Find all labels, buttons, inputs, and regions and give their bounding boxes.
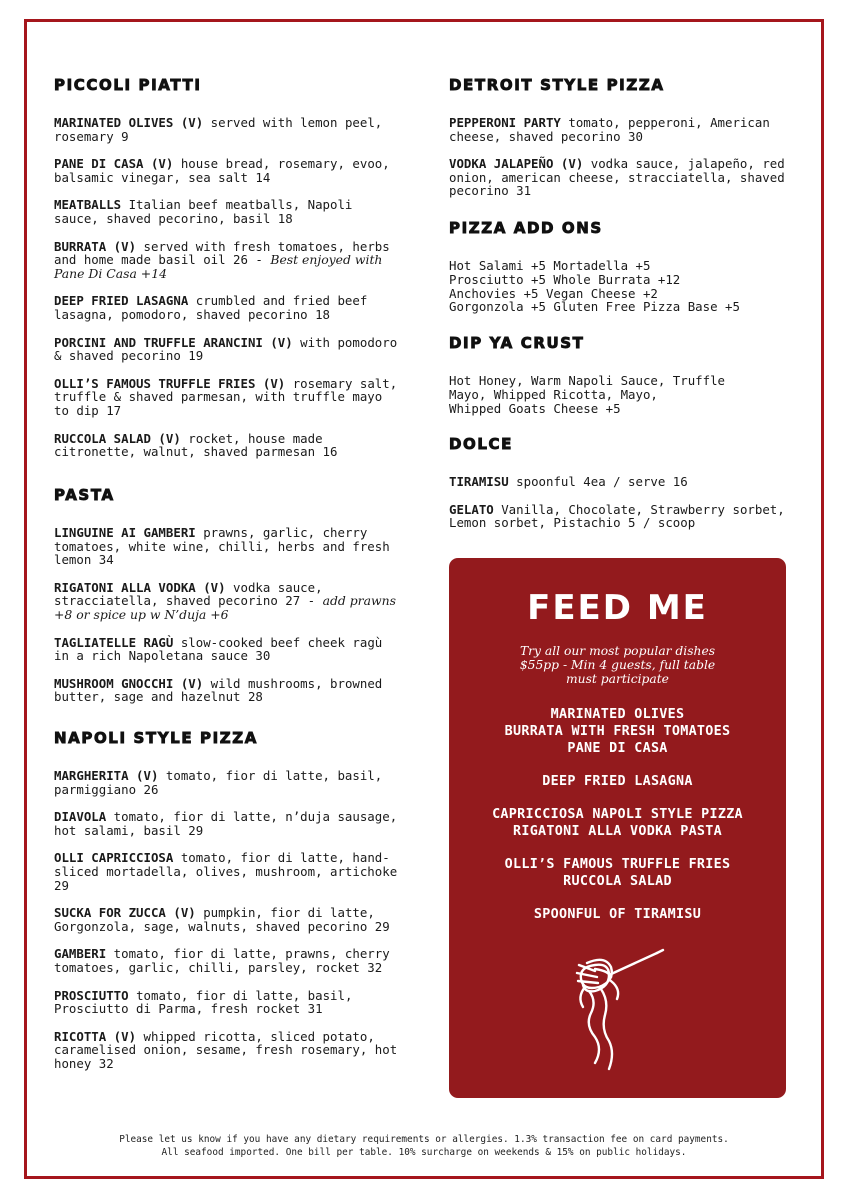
footer-line: Please let us know if you have any dietary requirements or allergies. 1.3% transaction fee on card payments. [119, 1134, 729, 1145]
section-title: PASTA [54, 486, 115, 504]
menu-item-name: PANE DI CASA (V) [54, 156, 174, 172]
menu-item [54, 1030, 404, 1071]
menu-item-description: vodka sauce, jalapeño, red onion, american cheese, stracciatella, shaved pecorino 31 [449, 156, 785, 199]
menu-item [54, 294, 404, 321]
feed-me-dish: RUCCOLA SALAD [563, 874, 672, 889]
menu-item-description: served with fresh tomatoes, herbs and home made basil oil 26 - [54, 238, 390, 268]
feed-me-intro-line: $55pp - Min 4 guests, full table [519, 658, 716, 672]
feed-me-intro [483, 644, 752, 686]
text-line: Gorgonzola +5 Gluten Free Pizza Base +5 [449, 299, 740, 315]
menu-item-name: OLLI CAPRICCIOSA [54, 850, 174, 866]
text-line: Whipped Goats Cheese +5 [449, 400, 621, 416]
menu-item [54, 677, 404, 704]
menu-item-description: rosemary salt, truffle & shaved parmesan, with truffle mayo to dip 17 [54, 375, 398, 418]
menu-item-description: Vanilla, Chocolate, Strawberry sorbet, Lemon sorbet, Pistachio 5 / scoop [449, 501, 785, 531]
menu-item-description: with pomodoro & shaved pecorino 19 [54, 334, 398, 364]
menu-item-description: tomato, fior di latte, prawns, cherry tomatoes, garlic, chilli, parsley, rocket 32 [54, 946, 390, 975]
menu-item [54, 432, 404, 459]
menu-item [54, 851, 404, 892]
section-title: DOLCE [449, 435, 514, 453]
menu-item-name: RIGATONI ALLA VODKA (V) [54, 579, 226, 595]
menu-item-note: Best enjoyed with Pane Di Casa +14 [54, 252, 383, 281]
menu-item-description: tomato, pepperoni, American cheese, shaved pecorino 30 [449, 115, 770, 144]
menu-item-description: slow-cooked beef cheek ragù in a rich Napoletana sauce 30 [54, 634, 383, 664]
menu-item-name: PORCINI AND TRUFFLE ARANCINI (V) [54, 334, 293, 350]
menu-item [54, 810, 404, 837]
feed-me-course [449, 706, 786, 757]
menu-item-description: pumpkin, fior di latte, Gorgonzola, sage, walnuts, shaved pecorino 29 [54, 905, 390, 934]
menu-item-description: house bread, rosemary, evoo, balsamic vinegar, sea salt 14 [54, 156, 390, 185]
section-dip-ya-crust [449, 334, 794, 415]
menu-item [449, 157, 794, 198]
menu-item-name: DIAVOLA [54, 809, 107, 825]
menu-list [54, 526, 404, 704]
menu-item [449, 503, 794, 530]
menu-list [54, 116, 404, 459]
menu-item [449, 475, 794, 489]
menu-item [54, 769, 404, 796]
section-dolce [449, 435, 794, 544]
menu-item-description: spoonful 4ea / serve 16 [508, 474, 688, 489]
menu-item-description: served with lemon peel, rosemary 9 [54, 115, 383, 144]
menu-item-description: tomato, fior di latte, basil, Prosciutto di Parma, fresh rocket 31 [54, 987, 353, 1017]
feed-me-dish: DEEP FRIED LASAGNA [542, 774, 693, 789]
menu-item [54, 947, 404, 974]
menu-item-name: PROSCIUTTO [54, 987, 129, 1003]
section-title: PIZZA ADD ONS [449, 219, 603, 237]
feed-me-dish: RIGATONI ALLA VODKA PASTA [512, 824, 723, 839]
feed-me-box [449, 558, 786, 1098]
menu-item-name: PEPPERONI PARTY [449, 115, 561, 130]
section-title: DIP YA CRUST [449, 334, 585, 352]
feed-me-course [449, 773, 786, 790]
feed-me-course [449, 806, 786, 840]
menu-item [54, 906, 404, 933]
menu-item-description: crumbled and fried beef lasagna, pomodoro, shaved pecorino 18 [54, 293, 368, 322]
text-line: Prosciutto +5 Whole Burrata +12 [449, 271, 681, 287]
feed-me-course [449, 906, 786, 923]
menu-list [449, 116, 794, 198]
menu-item [54, 377, 404, 418]
text-line: Hot Salami +5 Mortadella +5 [449, 258, 651, 273]
menu-item-description: whipped ricotta, sliced potato, caramelised onion, sesame, fresh rosemary, hot honey 32 [54, 1028, 398, 1071]
feed-me-dish: PANE DI CASA [567, 741, 668, 756]
menu-item-name: RUCCOLA SALAD (V) [54, 430, 181, 446]
section-pasta [54, 486, 404, 718]
text-line: Anchovies +5 Vegan Cheese +2 [449, 285, 658, 301]
footer-line: All seafood imported. One bill per table. 10% surcharge on weekends & 15% on public holidays. [161, 1147, 687, 1158]
section-title: NAPOLI STYLE PIZZA [54, 729, 258, 747]
menu-item-name: SUCKA FOR ZUCCA (V) [54, 905, 196, 921]
menu-item-name: MARINATED OLIVES (V) [54, 115, 204, 130]
menu-item [54, 581, 404, 622]
menu-item-description: tomato, fior di latte, hand-sliced mortadella, olives, mushroom, artichoke 29 [54, 850, 398, 893]
text-line: Hot Honey, Warm Napoli Sauce, Truffle [449, 373, 726, 388]
menu-item [54, 526, 404, 567]
feed-me-dish: SPOONFUL OF TIRAMISU [533, 907, 702, 922]
menu-item [449, 116, 794, 143]
menu-item-name: LINGUINE AI GAMBERI [54, 525, 196, 540]
feed-me-title: FEED ME [527, 588, 708, 628]
section-pizza-add-ons [449, 219, 794, 314]
menu-item-name: TAGLIATELLE RAGÙ [54, 634, 174, 650]
menu-item-note: add prawns +8 or spice up w N’duja +6 [54, 593, 396, 622]
section-detroit-pizza [449, 76, 794, 212]
menu-item-description: Italian beef meatballs, Napoli sauce, shaved pecorino, basil 18 [54, 197, 353, 226]
menu-item-name: DEEP FRIED LASAGNA [54, 293, 189, 309]
menu-item [54, 636, 404, 663]
text-line: Mayo, Whipped Ricotta, Mayo, [449, 386, 658, 402]
menu-item [54, 989, 404, 1016]
feed-me-dish: CAPRICCIOSA NAPOLI STYLE PIZZA [492, 807, 743, 822]
feed-me-dish: MARINATED OLIVES [550, 707, 685, 722]
menu-item [54, 240, 404, 281]
menu-item-name: GAMBERI [54, 946, 107, 962]
menu-item-name: GELATO [449, 501, 494, 517]
fork-twirling-pasta-icon [565, 941, 675, 1076]
section-piccoli-piatti [54, 76, 404, 473]
menu-item-name: TIRAMISU [449, 474, 509, 489]
menu-item-name: BURRATA (V) [54, 238, 137, 254]
menu-item [54, 198, 404, 225]
feed-me-dish: OLLI’S FAMOUS TRUFFLE FRIES [504, 857, 731, 872]
dip-list [449, 374, 794, 415]
feed-me-intro-line: Try all our most popular dishes [519, 644, 716, 658]
menu-item-name: RICOTTA (V) [54, 1028, 137, 1044]
menu-item [54, 157, 404, 184]
menu-item-description: tomato, fior di latte, basil, parmiggiano 26 [54, 768, 383, 797]
menu-item-description: vodka sauce, stracciatella, shaved pecorino 27 - [54, 579, 323, 609]
feed-me-dish: BURRATA WITH FRESH TOMATOES [504, 724, 731, 739]
menu-item [54, 116, 404, 143]
menu-item-name: OLLI’S FAMOUS TRUFFLE FRIES (V) [54, 375, 286, 391]
menu-item-name: MUSHROOM GNOCCHI (V) [54, 675, 204, 691]
menu-item-description: tomato, fior di latte, n’duja sausage, hot salami, basil 29 [54, 809, 398, 838]
menu-list [54, 769, 404, 1071]
menu-item-name: MARGHERITA (V) [54, 768, 159, 783]
menu-item-description: prawns, garlic, cherry tomatoes, white wine, chilli, herbs and fresh lemon 34 [54, 525, 390, 568]
menu-list [449, 475, 794, 530]
footer-notes [0, 1133, 848, 1159]
feed-me-intro-line: must participate [566, 672, 669, 686]
menu-item-name: MEATBALLS [54, 197, 122, 213]
menu-item [54, 336, 404, 363]
menu-item-description: rocket, house made citronette, walnut, shaved parmesan 16 [54, 430, 338, 460]
feed-me-course [449, 856, 786, 890]
add-ons-list [449, 259, 794, 314]
section-napoli-pizza [54, 729, 404, 1085]
section-title: PICCOLI PIATTI [54, 76, 202, 94]
feed-me-dishes [449, 706, 786, 923]
menu-item-description: wild mushrooms, browned butter, sage and hazelnut 28 [54, 675, 383, 705]
menu-item-name: VODKA JALAPEÑO (V) [449, 156, 584, 172]
section-title: DETROIT STYLE PIZZA [449, 76, 665, 94]
